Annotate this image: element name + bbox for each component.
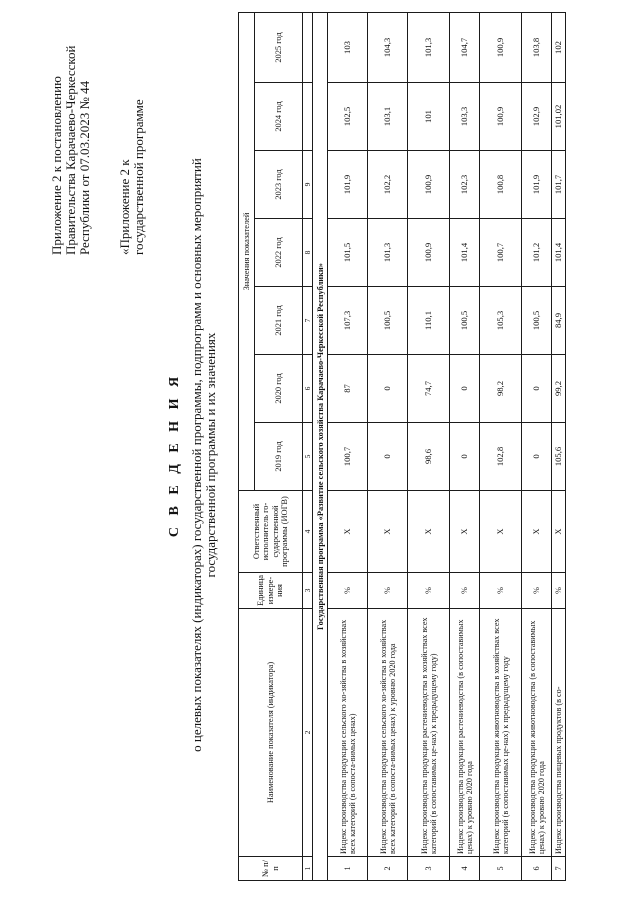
unit-cell: % xyxy=(552,573,566,609)
value-cell: 87 xyxy=(328,355,368,423)
value-cell: 101,7 xyxy=(552,151,566,219)
value-cell: 100,8 xyxy=(480,151,522,219)
title-main: С В Е Д Е Н И Я xyxy=(167,372,182,538)
responsible-cell: X xyxy=(408,491,450,573)
unit-cell: % xyxy=(328,573,368,609)
appendix2-line-2: государственной программе xyxy=(131,99,146,255)
value-cell: 0 xyxy=(522,423,552,491)
value-cell: 100,5 xyxy=(522,287,552,355)
value-cell: 100,9 xyxy=(408,219,450,287)
column-number: 7 xyxy=(303,287,313,355)
value-cell: 100,7 xyxy=(328,423,368,491)
value-cell: 103,1 xyxy=(368,83,408,151)
value-cell: 0 xyxy=(450,423,480,491)
value-cell: 101,9 xyxy=(328,151,368,219)
value-cell: 103 xyxy=(328,13,368,83)
value-cell: 101,3 xyxy=(408,13,450,83)
header-year: 2020 год xyxy=(255,355,303,423)
row-number-cell: 2 xyxy=(368,857,408,881)
responsible-cell: X xyxy=(522,491,552,573)
value-cell: 102,3 xyxy=(450,151,480,219)
table-row xyxy=(328,13,368,881)
value-cell: 105,3 xyxy=(480,287,522,355)
indicator-name-cell: Индекс производства продукции растениеводства (в сопоставимых ценах) к уровню 2020 года xyxy=(450,609,480,857)
header-unit: Единица измере-ния xyxy=(239,573,303,609)
appendix2-line-1: «Приложение 2 к xyxy=(117,159,132,255)
column-number: 9 xyxy=(303,151,313,219)
unit-cell: % xyxy=(408,573,450,609)
header-year: 2023 год xyxy=(255,151,303,219)
value-cell: 0 xyxy=(522,355,552,423)
row-number-cell: 4 xyxy=(450,857,480,881)
table-row xyxy=(552,13,566,881)
value-cell: 0 xyxy=(450,355,480,423)
unit-cell: % xyxy=(368,573,408,609)
column-number: 3 xyxy=(303,573,313,609)
table-row xyxy=(480,13,522,881)
value-cell: 84,9 xyxy=(552,287,566,355)
value-cell: 101,02 xyxy=(552,83,566,151)
table-row xyxy=(522,13,552,881)
header-responsible: Ответственный исполнитель го-сударственной программы (ИОГВ) xyxy=(239,491,303,573)
responsible-cell: X xyxy=(480,491,522,573)
value-cell: 101,4 xyxy=(450,219,480,287)
header-indicator-name: Наименование показателя (индикатора) xyxy=(239,609,303,857)
header-year: 2022 год xyxy=(255,219,303,287)
header-year: 2019 год xyxy=(255,423,303,491)
value-cell: 99,2 xyxy=(552,355,566,423)
value-cell: 102,8 xyxy=(480,423,522,491)
unit-cell: % xyxy=(480,573,522,609)
column-number-empty xyxy=(303,13,313,83)
appendix-line-1: Приложение 2 к постановлению xyxy=(49,76,64,255)
header-year: 2024 год xyxy=(255,83,303,151)
table-row xyxy=(408,13,450,881)
appendix-header xyxy=(50,15,92,255)
value-cell: 102 xyxy=(552,13,566,83)
value-cell: 100,9 xyxy=(480,13,522,83)
value-cell: 100,9 xyxy=(480,83,522,151)
document-title xyxy=(168,125,218,785)
value-cell: 104,7 xyxy=(450,13,480,83)
column-number: 8 xyxy=(303,219,313,287)
column-number: 6 xyxy=(303,355,313,423)
responsible-cell: X xyxy=(368,491,408,573)
unit-cell: % xyxy=(450,573,480,609)
responsible-cell: X xyxy=(450,491,480,573)
table-row xyxy=(368,13,408,881)
header-number: № п/п xyxy=(239,857,303,881)
value-cell: 0 xyxy=(368,355,408,423)
value-cell: 101,4 xyxy=(552,219,566,287)
value-cell: 104,3 xyxy=(368,13,408,83)
header-year: 2025 год xyxy=(255,13,303,83)
row-number-cell: 1 xyxy=(328,857,368,881)
unit-cell: % xyxy=(522,573,552,609)
value-cell: 102,9 xyxy=(522,83,552,151)
value-cell: 103,3 xyxy=(450,83,480,151)
responsible-cell: X xyxy=(328,491,368,573)
value-cell: 110,1 xyxy=(408,287,450,355)
appendix-line-2: Правительства Карачаево-Черкесской xyxy=(63,45,78,255)
title-line-2: государственной программы и их значениях xyxy=(203,332,218,578)
responsible-cell: X xyxy=(552,491,566,573)
row-number-cell: 7 xyxy=(552,857,566,881)
value-cell: 98,6 xyxy=(408,423,450,491)
indicator-name-cell: Индекс производства продукции сельского хо-зяйства в хозяйствах всех категорий (в сопоста-вимых ценах) к уровню 2020 года xyxy=(368,609,408,857)
column-number: 1 xyxy=(303,857,313,881)
value-cell: 105,6 xyxy=(552,423,566,491)
row-number-cell: 3 xyxy=(408,857,450,881)
value-cell: 100,9 xyxy=(408,151,450,219)
value-cell: 102,5 xyxy=(328,83,368,151)
value-cell: 100,7 xyxy=(480,219,522,287)
header-year: 2021 год xyxy=(255,287,303,355)
indicator-name-cell: Индекс производства продукции сельского хо-зяйства в хозяйствах всех категорий (в сопоста-вимых ценах) xyxy=(328,609,368,857)
indicator-name-cell: Индекс производства продукции животноводства в хозяйствах всех категорий (в сопоставимых це-нах) к предыдущему году xyxy=(480,609,522,857)
value-cell: 101,3 xyxy=(368,219,408,287)
appendix-line-3: Республики от 07.03.2023 № 44 xyxy=(77,80,92,255)
column-number: 5 xyxy=(303,423,313,491)
value-cell: 101,2 xyxy=(522,219,552,287)
row-number-cell: 5 xyxy=(480,857,522,881)
value-cell: 100,5 xyxy=(450,287,480,355)
indicator-name-cell: Индекс производства продукции растениеводства в хозяйствах всех категорий (в сопоставимых це-нах) к предыдущему году) xyxy=(408,609,450,857)
value-cell: 100,5 xyxy=(368,287,408,355)
indicator-name-cell: Индекс производства продукции животноводства (в сопоставимых ценах) к уровню 2020 года xyxy=(522,609,552,857)
table-row xyxy=(450,13,480,881)
row-number-cell: 6 xyxy=(522,857,552,881)
value-cell: 101,9 xyxy=(522,151,552,219)
value-cell: 102,2 xyxy=(368,151,408,219)
appendix-program-header xyxy=(118,15,146,255)
column-number: 2 xyxy=(303,609,313,857)
column-number-empty xyxy=(303,83,313,151)
value-cell: 101 xyxy=(408,83,450,151)
title-line-1: о целевых показателях (индикаторах) государственной программы, подпрограмм и основных мероприятий xyxy=(189,158,204,752)
value-cell: 101,5 xyxy=(328,219,368,287)
value-cell: 74,7 xyxy=(408,355,450,423)
indicators-table xyxy=(238,12,566,881)
column-number: 4 xyxy=(303,491,313,573)
value-cell: 0 xyxy=(368,423,408,491)
program-row: Государственная программа «Развитие сельского хозяйства Карачаево-Черкесской Республики» xyxy=(313,13,328,881)
value-cell: 98,2 xyxy=(480,355,522,423)
indicator-name-cell: Индекс производства пищевых продуктов (в со- xyxy=(552,609,566,857)
value-cell: 103,8 xyxy=(522,13,552,83)
header-values: Значения показателей xyxy=(239,13,255,491)
value-cell: 107,3 xyxy=(328,287,368,355)
